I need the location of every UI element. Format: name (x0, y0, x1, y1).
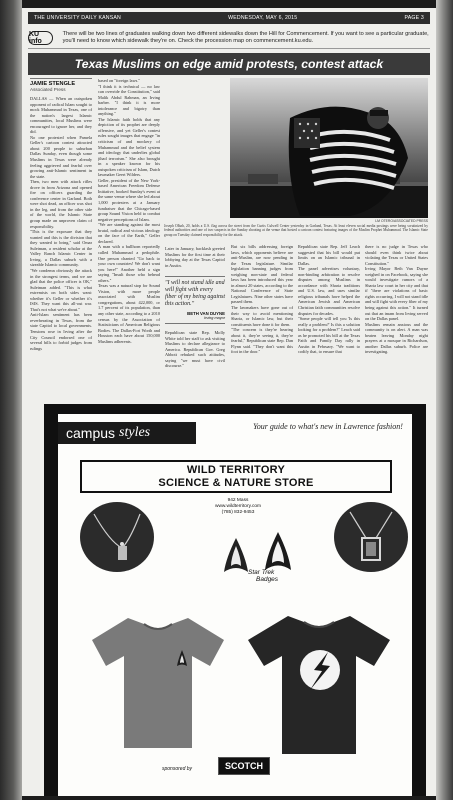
ku-info-text: There will be two lines of graduates walking down two different sidewalks down the Hill for Commencement. If you want to see a particular graduate, you'll need to know which sidewalk they're on. Check the procession map on commencement.ku.edu. (62, 30, 429, 44)
page-number: PAGE 3 (404, 15, 424, 21)
pull-quote (165, 276, 225, 324)
store-name-line2: SCIENCE & NATURE STORE (158, 477, 314, 489)
badges-label-line1: Star Trek (248, 569, 275, 576)
badges-label (248, 569, 278, 583)
article-byline (30, 78, 92, 92)
author-name: JAMIE STENGLE (30, 78, 92, 87)
store-website: www.wildterritory.com (214, 504, 262, 509)
paper-name: THE UNIVERSITY DAILY KANSAN (34, 15, 121, 21)
pull-quote-name: BETH VAN DUYNE (187, 311, 225, 316)
page-shadow-left (0, 0, 22, 800)
campus-styles-ad (44, 404, 426, 796)
badges-label-line2: Badges (256, 576, 279, 583)
flag-photo-graphic (230, 78, 428, 218)
styles-word: styles (119, 425, 151, 440)
photo-caption: Joseph Olbah, 20, holds a U.S. flag across the street from the Curtis Culwell Center yesterday in Garland, Texas. At least eleven social media postings were being scrutinized by federal authorities and one of two suspects in the Sunday shooting at the venue that hosted a cartoon contest featuring images of the Muslim Prophet Muhammad. The Islamic State group on Tuesday claimed responsibility for the attack. (164, 224, 428, 237)
article-column-3a: Later in January, backlash greeted Muslims for the first time at their lobbying day at the Texas Capitol in Austin. (165, 246, 225, 268)
store-address: 942 Mass (227, 498, 249, 503)
article-column-2: based on "foreign laws." "I think it is technical — no law can override the Constitution," said Malik Abdul Rahman, an Irving barber. "I think it is more intolerance and bigotry than anything." The Islamic faith holds that any depiction of its prophet are deeply offensive, and yet Geller's contest rules sought images that engage "in criticism of and mockery of Muhammad and the belief system and ideology that underlies global jihad terrorism." She also brought in a speaker known for his outspoken criticism of Islam, Dutch lawmaker Geert Wilders. Geller, president of the New York-based American Freedom Defense Initiative, booked Sunday's event at the same venue where she led about 1,000 protesters at a January fundraiser that the Chicago-based group Sound Vision held to combat negative perceptions of Islam. "We are standing against the most brutal, radical and vicious ideology on the face of the Earth," Geller declared. A man with a bullhorn reportedly called Muhammad a pedophile. One person chanted "Go back to your own countries! We don't want you here!" Another held a sign saying "Insult those who behead others." Texas was a natural stop for Sound Vision, with more people associated with Muslim congregations, about 422,000, or 1.7 percent of its population, than any other state, according to a 2010 census by the Association of Statisticians of American Religious Bodies. The Dallas-Fort Worth and Houston each have about 150,000 Muslims adherents. (98, 78, 160, 344)
scotch-logo: SCOTCH (218, 757, 270, 775)
store-name-box (80, 460, 392, 493)
tshirt-left-icon (88, 610, 228, 750)
pendant-icon (334, 502, 408, 572)
star-trek-badge-icon-2 (256, 530, 300, 574)
sponsor-label: sponsored by (162, 766, 193, 772)
author-affiliation: Associated Press (30, 87, 66, 92)
article-column-4: But six bills addressing foreign laws, which opponents believe are anti-Muslim, are now pending in the Texas legislature. Similar legislation banning judges from weighing non-state and federal laws has been introduced this year in almost 20 states, according to the National Conference of State Legislatures. Nine other states have passed them. The lawmakers have gone out of their way to avoid mentioning Sharia, or Islamic law, but their constituents have done it for them. "The concern is they're hearing about it, they're seeing it, they're fearful," Republican state Rep. Dan Flynn said. "They don't want this foot in the door." (231, 244, 293, 355)
campus-word: campus (66, 425, 116, 441)
store-phone: (785) 832-9453 (221, 510, 255, 515)
article-column-3b: Republican state Rep. Molly White told her staff to ask visiting Muslims to declare allegiance to America. Republican Gov. Greg Abbott rebuked such attitudes, saying "we must have civil discourse." (165, 330, 225, 369)
article-headline: Texas Muslims on edge amid protests, contest attack (28, 53, 430, 75)
photo-credit: LM OTERO/ASSOCIATED PRESS (375, 219, 428, 223)
store-name-line1: WILD TERRITORY (186, 464, 286, 476)
article-column-5: Republican state Rep. Jeff Leach suggested that his bill would put limits on an Islamic tribunal in Dallas. The panel advertises voluntary, non-binding arbitration to resolve disputes among Muslims in accordance with Sharia traditions and U.S. law, and uses similar religious tribunals have helped the American Jewish and American Christian faith communities resolve disputes for decades. "Some people will tell you 'Is this really a problem?' Is this a solution looking for a problem?" Leach said as he promoted his bill at the Texas Faith and Family Day rally in Austin in February. "We want to codify that, to ensure that (298, 244, 360, 355)
tshirt-right-icon (244, 608, 394, 758)
ad-tagline: Your guide to what's new in Lawrence fashion! (253, 422, 403, 431)
newspaper-page (22, 8, 436, 796)
necklace-circle-left (80, 502, 154, 572)
pull-quote-text: "I will not stand idle and will fight with every fiber of my being against this action." (165, 280, 225, 307)
store-contact (188, 498, 288, 516)
issue-date: WEDNESDAY, MAY 6, 2015 (228, 15, 298, 21)
article-column-1: DALLAS — When an outspoken opponent of radical Islam sought to mock Muhammad in Texas, one of the nation's largest Islamic communities, local Muslims were encouraged to ignore her, and they did. No one protested when Pamela Geller's cartoon contest attracted about 200 people to suburban Dallas Sunday, even though some Muslims in Texas were already feeling aggrieved and fearful over growing anti-Islamic sentiment in the state. Then, two men with attack rifles drove in from Arizona and opened fire on officers guarding the conference center in Garland. Both were shot dead, an officer was shot in the leg, and from the other side of the world, the Islamic State group made an unproven claim of responsibility. "This is the exposure that they wanted and this is the division that they wanted to bring," said Omar Suleiman, a resident scholar at the Valley Ranch Islamic Center in Irving, a Dallas suburb with a sizeable Islamic community. "We condemn obviously the attack in the strongest terms, and we are glad that the police officer is OK," Suleiman added. "This is what extremists on both sides want: whether it's Geller or whether it's ISIS. They want this all-out war. That's not what we're about." Anti-Islam sentiment has been reverberating in Texas, from the state Capitol to local governments. Tensions rose in Irving after the City Council endorsed one of several bills to forbid judges from rulings (30, 96, 92, 351)
ad-panel (58, 414, 412, 796)
necklace-icon (80, 502, 154, 572)
page-folio (28, 12, 430, 24)
campus-styles-label (58, 422, 196, 444)
page-edge-right (436, 0, 453, 800)
necklace-circle-right (334, 502, 408, 572)
ku-info-bar (28, 27, 430, 49)
ku-info-logo: KU info (28, 31, 53, 45)
article-column-6: there is no judge in Texas who should even think twice about violating the Texas or United States Constitution." Irving Mayor Beth Van Duyne weighed in on Facebook, saying she would investigate rumors of a Sharia law court in her city and that if "there are violations of basic rights occurring, I will not stand idle and will fight with every fiber of my being against this action." It turned out that an imam from Irving served on the Dallas panel. Muslims remain anxious and the community is on alert. A man was beaten leaving Monday night prayers at a mosque in Richardson, another Dallas suburb. Police are investigating. (365, 244, 428, 355)
pull-quote-role: Irving mayor (204, 316, 225, 320)
article-photo (230, 78, 428, 218)
